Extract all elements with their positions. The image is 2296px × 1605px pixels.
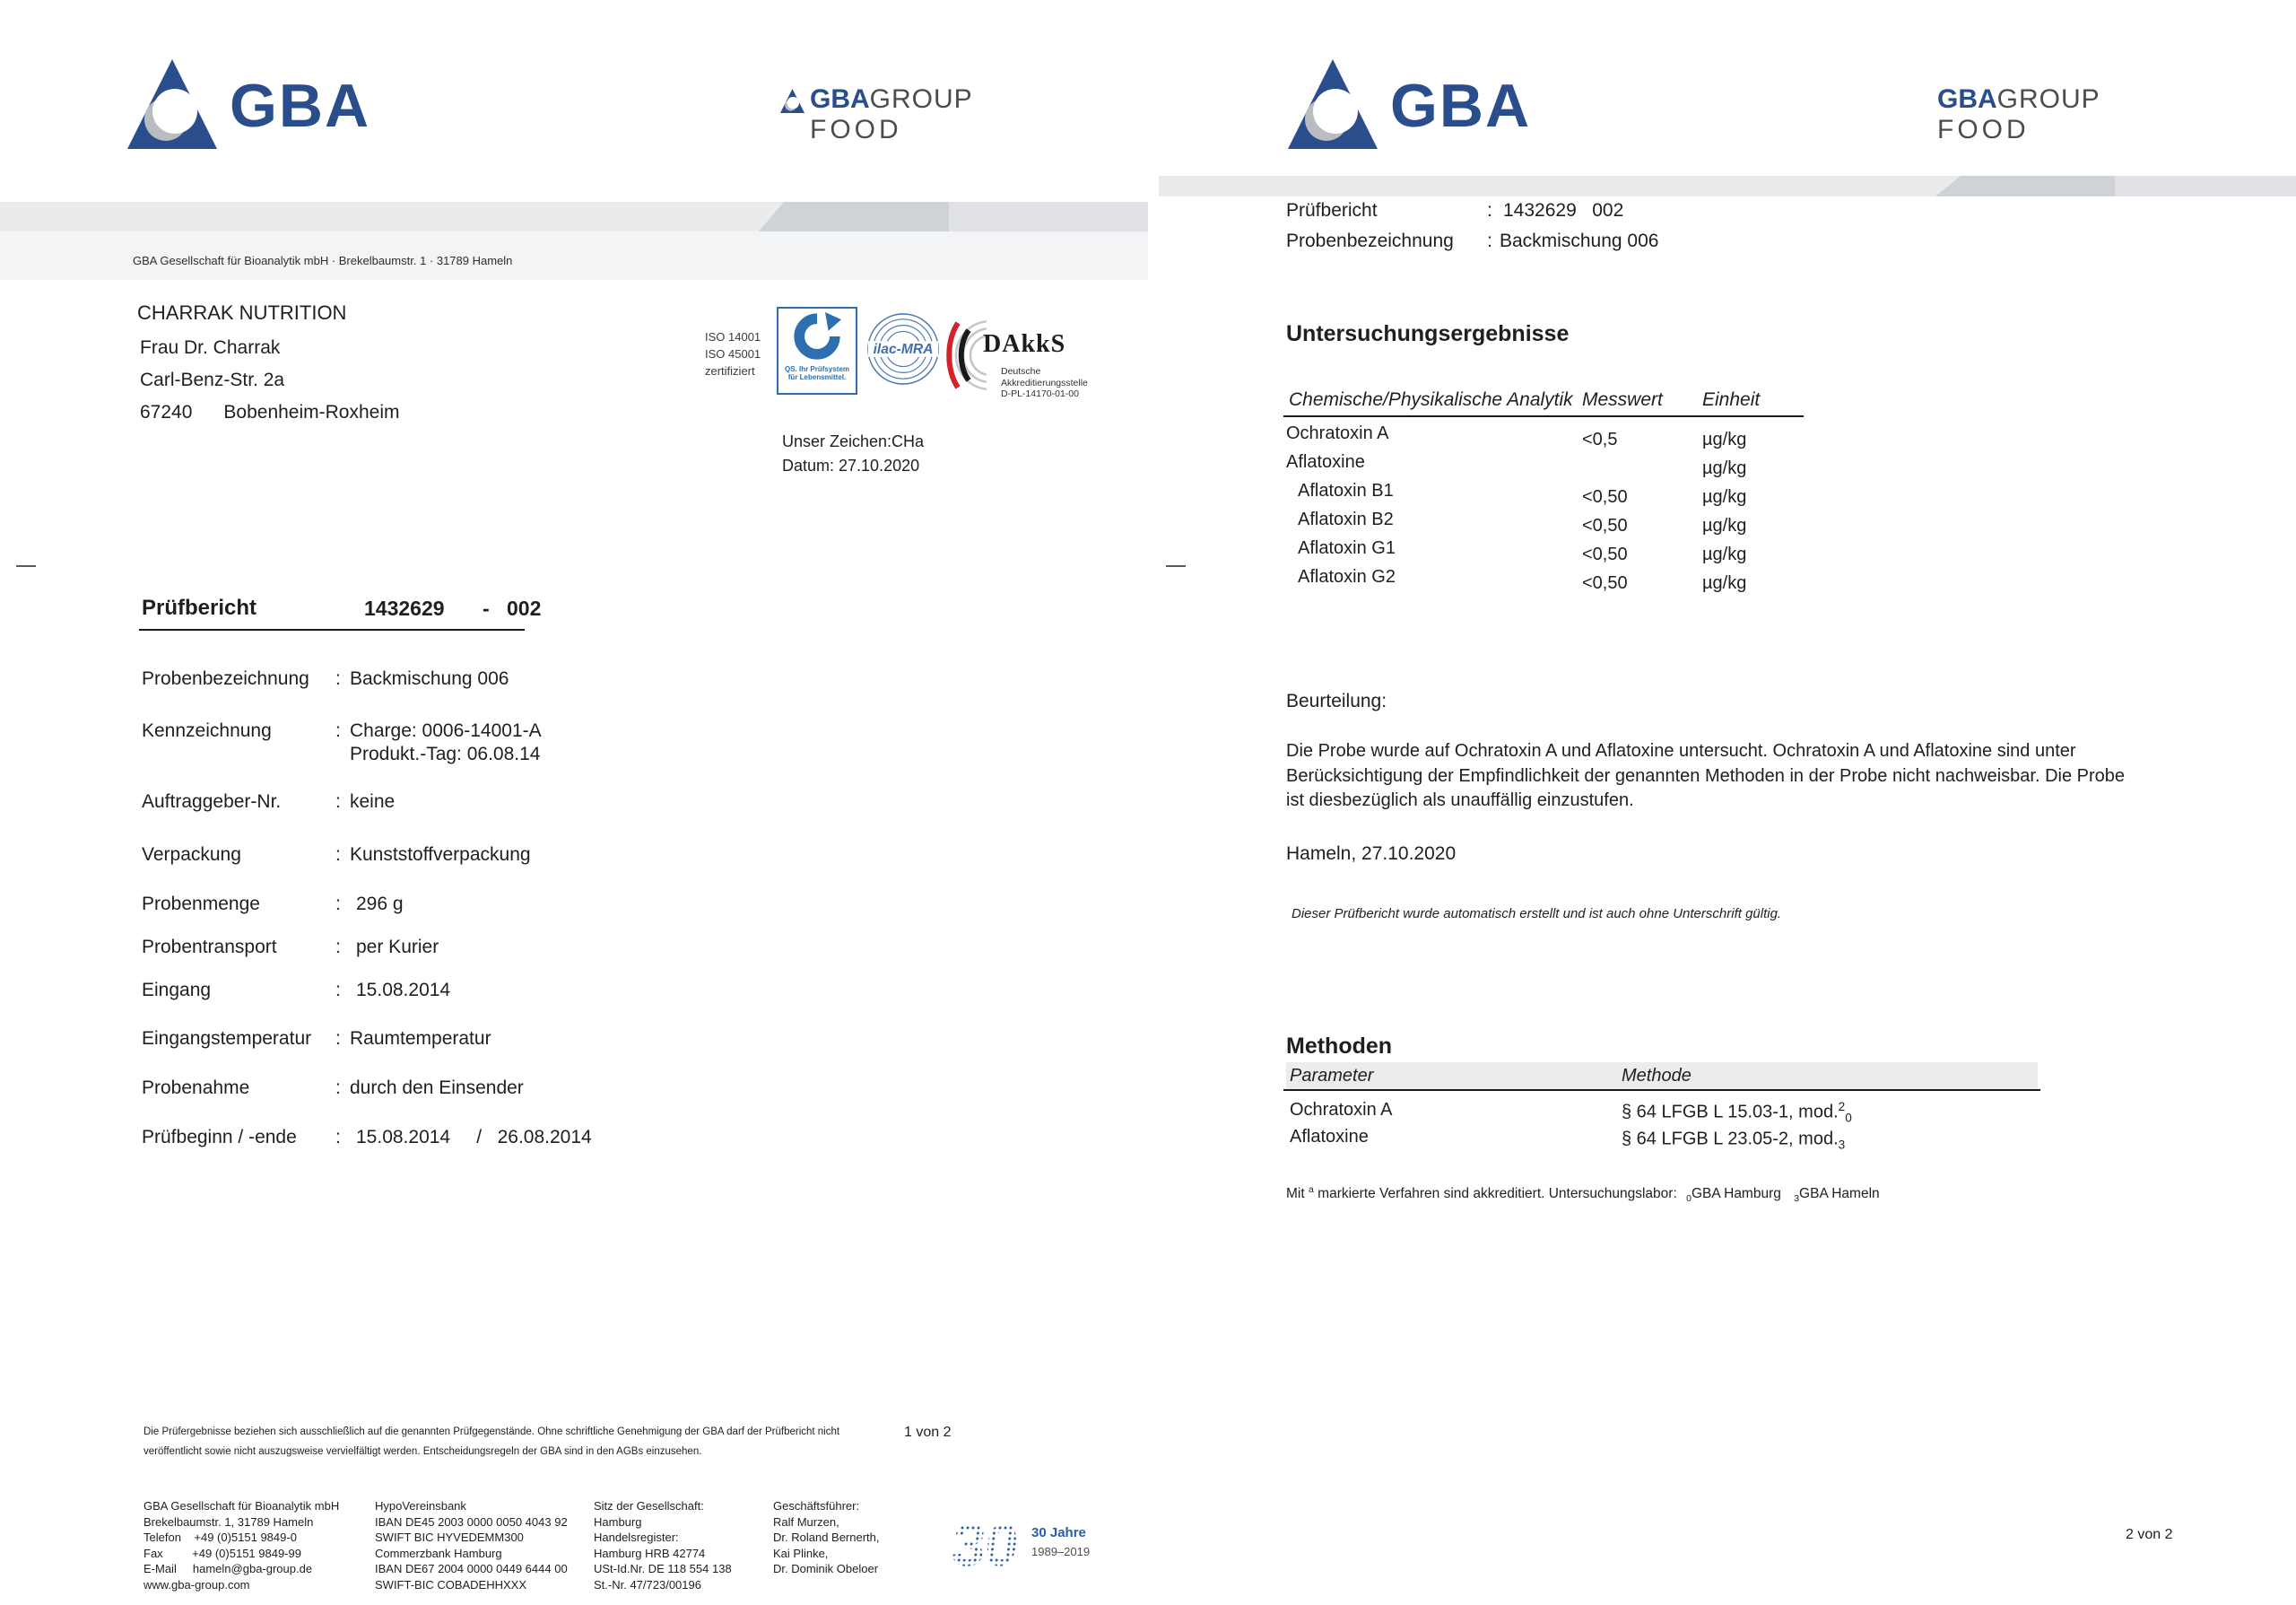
footer-line: SWIFT BIC HYVEDEMM300: [375, 1531, 524, 1544]
fold-mark-left: [16, 565, 36, 567]
assessment-place-date: Hameln, 27.10.2020: [1286, 843, 1457, 864]
footer-management-column: [773, 1498, 880, 1577]
field-value: keine: [350, 791, 396, 812]
recipient-street: Carl-Benz-Str. 2a: [140, 370, 285, 390]
method-text: § 64 LFGB L 23.05-2, mod.: [1622, 1129, 1839, 1149]
result-unit: µg/kg: [1702, 573, 1747, 593]
header-band-light-decoration: [938, 202, 1148, 231]
footer-line: Brekelbaumstr. 1, 31789 Hameln: [144, 1514, 314, 1529]
method-text: § 64 LFGB L 15.03-1, mod.: [1622, 1102, 1839, 1122]
result-unit: µg/kg: [1702, 545, 1747, 564]
header-band-dark-decoration: [1935, 176, 2115, 196]
result-name: Aflatoxin G1: [1298, 538, 1396, 558]
header-row-value: Backmischung 006: [1500, 231, 1659, 251]
field-value: per Kurier: [356, 937, 439, 957]
field-colon: :: [335, 844, 341, 865]
field-label: Probentransport: [142, 937, 277, 957]
header-band-light-decoration: [2106, 176, 2296, 196]
auto-generated-note: Dieser Prüfbericht wurde automatisch erstellt und ist auch ohne Unterschrift gültig.: [1292, 906, 1782, 921]
dakks-sub-1: Deutsche: [1001, 366, 1041, 377]
iso-line-3: zertifiziert: [705, 364, 755, 378]
footnote-marker: a: [1308, 1184, 1314, 1195]
footer-line: USt-Id.Nr. DE 118 554 138: [594, 1562, 732, 1575]
header-row-value: 1432629 002: [1503, 200, 1624, 221]
gba-group-food-logo: [810, 84, 973, 145]
field-value: Kunststoffverpackung: [350, 844, 531, 865]
result-name: Aflatoxin B1: [1298, 481, 1394, 501]
report-number-dash: -: [483, 597, 490, 620]
iso-line-1: ISO 14001: [705, 330, 761, 344]
gba-logo: [127, 59, 217, 153]
field-value: 15.08.2014: [356, 980, 451, 1000]
result-name: Aflatoxin B2: [1298, 510, 1394, 529]
logo-gba-text: GBA: [810, 84, 870, 114]
result-unit: µg/kg: [1702, 458, 1747, 478]
footer-line: St.-Nr. 47/723/00196: [594, 1577, 701, 1592]
logo-group-text: GROUP: [869, 84, 973, 114]
field-colon: :: [335, 1077, 341, 1098]
dakks-sub-3: D-PL-14170-01-00: [1001, 388, 1079, 399]
method-description: [1622, 1127, 1845, 1152]
recipient-company: CHARRAK NUTRITION: [137, 301, 347, 324]
dakks-wordmark: DAkkS: [983, 330, 1066, 358]
page-number: 1 von 2: [904, 1425, 952, 1440]
methods-header-rule: [1283, 1089, 2040, 1091]
footnote-lab1-subscript: 0: [1686, 1193, 1692, 1205]
field-colon: :: [335, 720, 341, 741]
footnote-lab1: GBA Hamburg: [1691, 1186, 1781, 1202]
field-label: Probenahme: [142, 1077, 250, 1098]
our-reference-line: Unser Zeichen:CHa: [782, 432, 925, 450]
dakks-subtext: [1001, 366, 1088, 400]
field-value: 15.08.2014 / 26.08.2014: [356, 1127, 592, 1147]
footer-line: GBA Gesellschaft für Bioanalytik mbH: [144, 1499, 340, 1513]
disclaimer-line-1: Die Prüfergebnisse beziehen sich ausschließlich auf die genannten Prüfgegenstände. Ohne schriftliche Genehmigung der GBA darf der Prüfbericht nicht: [144, 1426, 840, 1437]
field-label: Probenbezeichnung: [142, 668, 309, 689]
footnote-lab2: GBA Hameln: [1799, 1186, 1880, 1202]
gba-group-small-triangle: [780, 89, 804, 118]
accreditation-footnote: [1286, 1184, 1880, 1204]
field-value: Backmischung 006: [350, 668, 509, 689]
method-parameter: Aflatoxine: [1290, 1127, 1369, 1147]
footer-line: IBAN DE67 2004 0000 0449 6444 00: [375, 1562, 568, 1575]
fold-mark-left: [1166, 565, 1186, 567]
result-name: Aflatoxin G2: [1298, 567, 1396, 587]
result-value: <0,50: [1582, 545, 1628, 564]
svg-text:ilac-MRA: ilac-MRA: [873, 341, 934, 357]
report-number: 1432629: [364, 597, 445, 620]
methods-col-methode: Methode: [1622, 1066, 1692, 1086]
result-name: Aflatoxine: [1286, 452, 1365, 472]
method-lab-subscript: 0: [1845, 1111, 1852, 1125]
results-section-title: Untersuchungsergebnisse: [1286, 321, 1570, 346]
ilac-mra-icon: [866, 312, 940, 386]
methods-section-title: Methoden: [1286, 1034, 1393, 1059]
footer-line: IBAN DE45 2003 0000 0050 4043 92: [375, 1514, 568, 1529]
footnote-mid: markierte Verfahren sind akkreditiert. Untersuchungslabor:: [1318, 1186, 1677, 1202]
footer-line: E-Mail hameln@gba-group.de: [144, 1562, 313, 1575]
qs-swirl-icon: [793, 312, 841, 361]
result-unit: µg/kg: [1702, 487, 1747, 507]
methods-col-parameter: Parameter: [1290, 1066, 1374, 1086]
iso-line-2: ISO 45001: [705, 347, 761, 361]
field-label: Auftraggeber-Nr.: [142, 791, 282, 812]
footer-line: SWIFT-BIC COBADEHHXXX: [375, 1577, 527, 1592]
field-label: Prüfbeginn / -ende: [142, 1127, 297, 1147]
footer-line: Telefon +49 (0)5151 9849-0: [144, 1531, 297, 1544]
footer-line: Hamburg HRB 42774: [594, 1546, 706, 1560]
ilac-mra-stamp: [866, 312, 940, 390]
gba-wordmark: GBA: [1390, 72, 1532, 140]
date-line: Datum: 27.10.2020: [782, 457, 920, 475]
footer-line: Dr. Roland Bernerth,: [773, 1531, 880, 1544]
recipient-city: 67240 Bobenheim-Roxheim: [140, 402, 400, 423]
result-unit: µg/kg: [1702, 516, 1747, 536]
footer-line: Sitz der Gesellschaft:: [594, 1499, 704, 1513]
results-col-analytik: Chemische/Physikalische Analytik: [1289, 389, 1573, 410]
gba-logo: [1288, 59, 1378, 153]
result-value: <0,5: [1582, 430, 1618, 449]
field-colon: :: [335, 894, 341, 914]
footer-line: Handelsregister:: [594, 1531, 679, 1544]
field-label: Eingangstemperatur: [142, 1028, 312, 1049]
anniversary-30-icon: 30: [949, 1509, 1022, 1581]
field-value-line2: Produkt.-Tag: 06.08.14: [350, 744, 541, 764]
header-row-colon: :: [1487, 200, 1492, 221]
field-value: Raumtemperatur: [350, 1028, 491, 1049]
footer-line: Geschäftsführer:: [773, 1499, 860, 1513]
logo-food-text: FOOD: [810, 115, 902, 144]
results-col-einheit: Einheit: [1702, 389, 1761, 410]
field-value: Charge: 0006-14001-A: [350, 720, 542, 741]
dakks-sub-2: Akkreditierungsstelle: [1001, 377, 1088, 388]
result-value: <0,50: [1582, 516, 1628, 536]
field-label: Eingang: [142, 980, 212, 1000]
footer-line: Fax +49 (0)5151 9849-99: [144, 1546, 301, 1560]
dakks-badge: [944, 316, 1114, 406]
report-page-2: [1148, 0, 2296, 1605]
result-value: <0,50: [1582, 487, 1628, 507]
logo-gba-text: GBA: [1937, 84, 1997, 114]
dakks-arcs-icon: [944, 318, 987, 393]
header-row-colon: :: [1487, 231, 1492, 251]
header-band-dark-decoration: [759, 202, 949, 231]
qs-text-line-2: für Lebensmittel.: [787, 373, 847, 381]
method-description: [1622, 1100, 1852, 1125]
field-label: Kennzeichnung: [142, 720, 272, 741]
field-value: 296 g: [356, 894, 404, 914]
result-unit: µg/kg: [1702, 430, 1747, 449]
footer-registry-column: [594, 1498, 732, 1592]
field-colon: :: [335, 668, 341, 689]
anniversary-years: 1989–2019: [1031, 1545, 1091, 1558]
gba-triangle-icon: [127, 59, 217, 149]
footer-line: HypoVereinsbank: [375, 1499, 466, 1513]
result-value: <0,50: [1582, 573, 1628, 593]
footer-line: Hamburg: [594, 1514, 642, 1529]
footnote-pre: Mit: [1286, 1186, 1305, 1202]
method-parameter: Ochratoxin A: [1290, 1100, 1393, 1120]
qs-badge: [777, 307, 857, 395]
report-title-rule: [139, 629, 525, 631]
footer-line: Commerzbank Hamburg: [375, 1546, 502, 1560]
report-title: Prüfbericht: [142, 596, 257, 620]
footer-company-column: [144, 1498, 339, 1592]
field-label: Probenmenge: [142, 894, 260, 914]
disclaimer-line-2: veröffentlicht sowie nicht auszugsweise vervielfältigt werden. Entscheidungsregeln der GBA sind in den AGBs einzusehen.: [144, 1446, 702, 1457]
recipient-contact: Frau Dr. Charrak: [140, 337, 281, 358]
anniversary-label: 30 Jahre: [1031, 1525, 1086, 1540]
field-colon: :: [335, 937, 341, 957]
field-colon: :: [335, 791, 341, 812]
header-row-label: Probenbezeichnung: [1286, 231, 1454, 251]
gba-wordmark: GBA: [230, 72, 371, 140]
results-col-messwert: Messwert: [1582, 389, 1663, 410]
footer-line: www.gba-group.com: [144, 1577, 250, 1592]
results-header-rule: [1283, 415, 1804, 417]
assessment-title: Beurteilung:: [1286, 691, 1387, 711]
report-number-suffix: 002: [507, 597, 542, 620]
header-row-label: Prüfbericht: [1286, 200, 1378, 221]
page-number: 2 von 2: [2126, 1527, 2173, 1542]
footnote-lab2-subscript: 3: [1794, 1193, 1800, 1205]
footer-bank-column: [375, 1498, 568, 1592]
assessment-body: Die Probe wurde auf Ochratoxin A und Aflatoxine untersucht. Ochratoxin A und Aflatoxine sind unter Berücksichtigung der Empfindlichkeit der genannten Methoden in der Probe nicht nachweisbar. Die Probe ist diesbezüglich als unauffällig einzustufen.: [1286, 741, 2125, 810]
field-colon: :: [335, 1028, 341, 1049]
logo-food-text: FOOD: [1937, 115, 2030, 144]
method-superscript: 2: [1838, 1100, 1846, 1113]
field-colon: :: [335, 980, 341, 1000]
logo-group-text: GROUP: [1996, 84, 2100, 114]
method-lab-subscript: 3: [1838, 1138, 1846, 1152]
footer-line: Dr. Dominik Obeloer: [773, 1562, 879, 1575]
footer-line: Ralf Murzen,: [773, 1514, 839, 1529]
gba-triangle-icon: [1288, 59, 1378, 149]
sender-line: GBA Gesellschaft für Bioanalytik mbH · Brekelbaumstr. 1 · 31789 Hameln: [133, 254, 513, 267]
gba-triangle-icon: [780, 89, 804, 113]
field-label: Verpackung: [142, 844, 241, 865]
field-colon: :: [335, 1127, 341, 1147]
field-value: durch den Einsender: [350, 1077, 524, 1098]
result-name: Ochratoxin A: [1286, 423, 1389, 443]
iso-certification-text: [705, 328, 761, 379]
gba-group-food-logo: [1937, 84, 2100, 145]
qs-text-line-1: QS. Ihr Prüfsystem: [784, 365, 850, 373]
footer-line: Kai Plinke,: [773, 1546, 829, 1560]
